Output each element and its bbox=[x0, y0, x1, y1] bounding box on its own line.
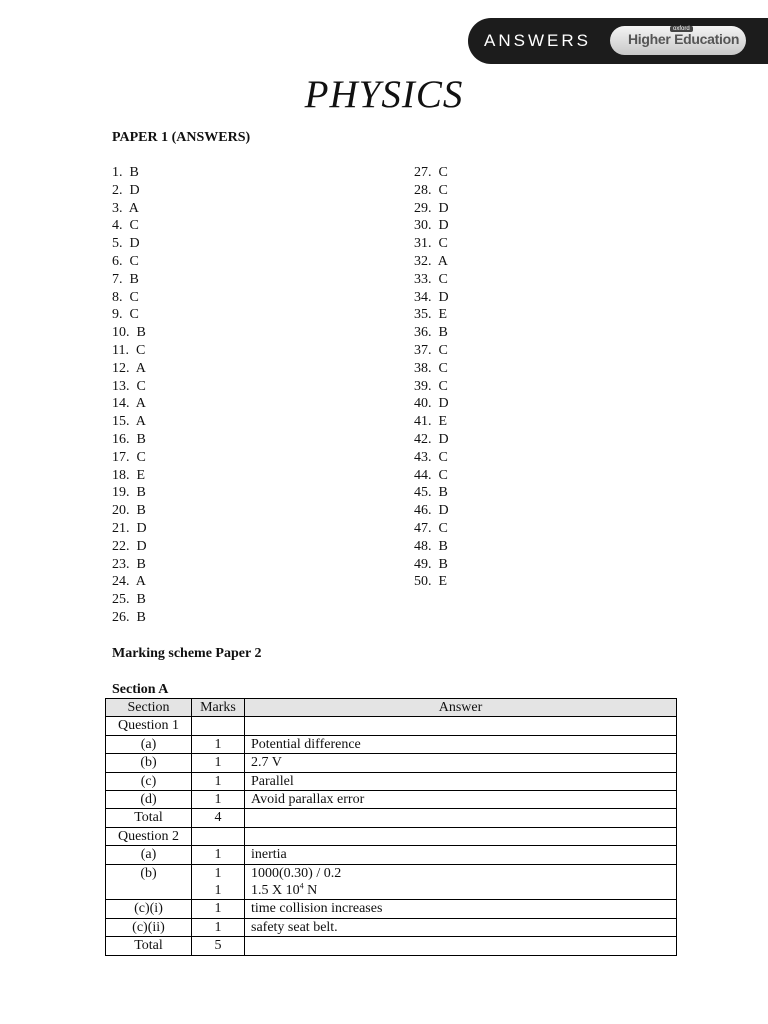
answer-cell: 2.7 V bbox=[245, 754, 677, 772]
answer-item: 13. C bbox=[112, 378, 146, 394]
answer-item: 1. B bbox=[112, 165, 139, 180]
answer-item: 30. D bbox=[414, 218, 449, 234]
answer-item: 46. D bbox=[414, 503, 449, 519]
section-cell: (c)(i) bbox=[106, 900, 192, 918]
answer-item: 19. B bbox=[112, 485, 146, 501]
answer-exponent: 4 bbox=[299, 881, 304, 891]
answer-item: 2. D bbox=[112, 182, 140, 198]
logo-text: Higher Education bbox=[628, 31, 740, 47]
answer-line bbox=[251, 882, 670, 899]
table-row bbox=[106, 864, 677, 900]
answer-item: 34. D bbox=[414, 289, 449, 305]
answer-item: 8. C bbox=[112, 289, 139, 305]
answer-cell bbox=[245, 717, 677, 735]
column-header-section: Section bbox=[106, 699, 192, 717]
answer-item: 35. E bbox=[414, 307, 448, 323]
table-row bbox=[106, 717, 677, 735]
answer-item: 24. A bbox=[112, 574, 146, 590]
answer-list-left bbox=[112, 164, 147, 627]
answer-cell: Parallel bbox=[245, 772, 677, 790]
table-row bbox=[106, 846, 677, 864]
column-header-marks: Marks bbox=[192, 699, 245, 717]
marks-cell: 1 bbox=[192, 735, 245, 753]
table-row bbox=[106, 900, 677, 918]
answer-item: 36. B bbox=[414, 325, 448, 341]
table-row bbox=[106, 735, 677, 753]
answer-item: 50. E bbox=[414, 574, 448, 590]
answer-item: 44. C bbox=[414, 467, 448, 483]
section-cell: Question 1 bbox=[106, 717, 192, 735]
answer-item: 38. C bbox=[414, 360, 448, 376]
paper1-heading: PAPER 1 (ANSWERS) bbox=[112, 130, 251, 145]
answer-item: 21. D bbox=[112, 520, 147, 536]
answer-item: 28. C bbox=[414, 182, 448, 198]
answer-item: 14. A bbox=[112, 396, 146, 412]
section-cell: (a) bbox=[106, 735, 192, 753]
marks-cell: 5 bbox=[192, 937, 245, 955]
answer-cell bbox=[245, 864, 677, 900]
marks-cell bbox=[192, 827, 245, 845]
answer-list-right bbox=[414, 164, 449, 591]
page-title: PHYSICS bbox=[304, 73, 464, 116]
table-row bbox=[106, 754, 677, 772]
table-row bbox=[106, 937, 677, 955]
answer-item: 9. C bbox=[112, 307, 139, 323]
answer-unit: N bbox=[303, 883, 318, 899]
answer-cell: Potential difference bbox=[245, 735, 677, 753]
marks-cell: 1 bbox=[192, 772, 245, 790]
answer-item: 10. B bbox=[112, 325, 146, 341]
answer-line: 1000(0.30) / 0.2 bbox=[251, 865, 342, 881]
logo-badge: oxford bbox=[670, 26, 693, 32]
answer-item: 25. B bbox=[112, 592, 146, 608]
answer-item: 45. B bbox=[414, 485, 448, 501]
answer-item: 41. E bbox=[414, 414, 448, 430]
higher-education-logo bbox=[610, 26, 746, 55]
answer-item: 23. B bbox=[112, 556, 146, 572]
marks-cell: 1 bbox=[192, 754, 245, 772]
answer-item: 48. B bbox=[414, 538, 448, 554]
answer-item: 4. C bbox=[112, 218, 139, 234]
answer-item: 3. A bbox=[112, 200, 139, 216]
answer-item: 33. C bbox=[414, 271, 448, 287]
answer-cell bbox=[245, 937, 677, 955]
section-cell: Question 2 bbox=[106, 827, 192, 845]
answer-item: 26. B bbox=[112, 609, 146, 625]
table-header-row bbox=[106, 699, 677, 717]
answers-banner bbox=[468, 18, 768, 64]
paper2-heading: Marking scheme Paper 2 bbox=[112, 646, 262, 661]
answer-item: 27. C bbox=[414, 165, 448, 180]
answer-base: 1.5 X 10 bbox=[251, 883, 300, 899]
table-row bbox=[106, 791, 677, 809]
marks-cell bbox=[192, 717, 245, 735]
marks-cell bbox=[192, 864, 245, 900]
answer-item: 18. E bbox=[112, 467, 146, 483]
section-cell: Total bbox=[106, 809, 192, 827]
answer-item: 31. C bbox=[414, 236, 448, 252]
table-row bbox=[106, 772, 677, 790]
answer-item: 37. C bbox=[414, 342, 448, 358]
answer-cell: inertia bbox=[245, 846, 677, 864]
marks-cell: 1 bbox=[192, 918, 245, 936]
answer-cell: safety seat belt. bbox=[245, 918, 677, 936]
section-cell: (b) bbox=[106, 754, 192, 772]
marks-cell: 1 bbox=[192, 791, 245, 809]
table-row bbox=[106, 918, 677, 936]
answer-item: 47. C bbox=[414, 520, 448, 536]
section-cell: (a) bbox=[106, 846, 192, 864]
section-cell: Total bbox=[106, 937, 192, 955]
answer-cell bbox=[245, 827, 677, 845]
table-row bbox=[106, 809, 677, 827]
answer-cell: time collision increases bbox=[245, 900, 677, 918]
answer-item: 16. B bbox=[112, 431, 146, 447]
answer-item: 39. C bbox=[414, 378, 448, 394]
marks-line: 1 bbox=[214, 865, 222, 881]
answer-cell bbox=[245, 809, 677, 827]
section-cell: (b) bbox=[106, 864, 192, 900]
answer-item: 43. C bbox=[414, 449, 448, 465]
answer-item: 6. C bbox=[112, 253, 139, 269]
section-cell: (d) bbox=[106, 791, 192, 809]
banner-label: ANSWERS bbox=[484, 31, 591, 50]
answer-item: 5. D bbox=[112, 236, 140, 252]
answer-item: 42. D bbox=[414, 431, 449, 447]
answer-cell: Avoid parallax error bbox=[245, 791, 677, 809]
column-header-answer: Answer bbox=[245, 699, 677, 717]
answer-item: 49. B bbox=[414, 556, 448, 572]
section-cell: (c) bbox=[106, 772, 192, 790]
answer-item: 15. A bbox=[112, 414, 146, 430]
answer-item: 29. D bbox=[414, 200, 449, 216]
marks-cell: 1 bbox=[192, 846, 245, 864]
answer-item: 22. D bbox=[112, 538, 147, 554]
answer-item: 17. C bbox=[112, 449, 146, 465]
answer-item: 32. A bbox=[414, 253, 448, 269]
answer-item: 12. A bbox=[112, 360, 146, 376]
answer-item: 40. D bbox=[414, 396, 449, 412]
section-a-heading: Section A bbox=[112, 682, 169, 697]
table-row bbox=[106, 827, 677, 845]
marking-scheme-table bbox=[105, 698, 677, 956]
answer-item: 11. C bbox=[112, 342, 146, 358]
marks-cell: 4 bbox=[192, 809, 245, 827]
answer-item: 7. B bbox=[112, 271, 139, 287]
section-cell: (c)(ii) bbox=[106, 918, 192, 936]
marks-cell: 1 bbox=[192, 900, 245, 918]
answer-item: 20. B bbox=[112, 503, 146, 519]
marks-line: 1 bbox=[214, 883, 222, 899]
